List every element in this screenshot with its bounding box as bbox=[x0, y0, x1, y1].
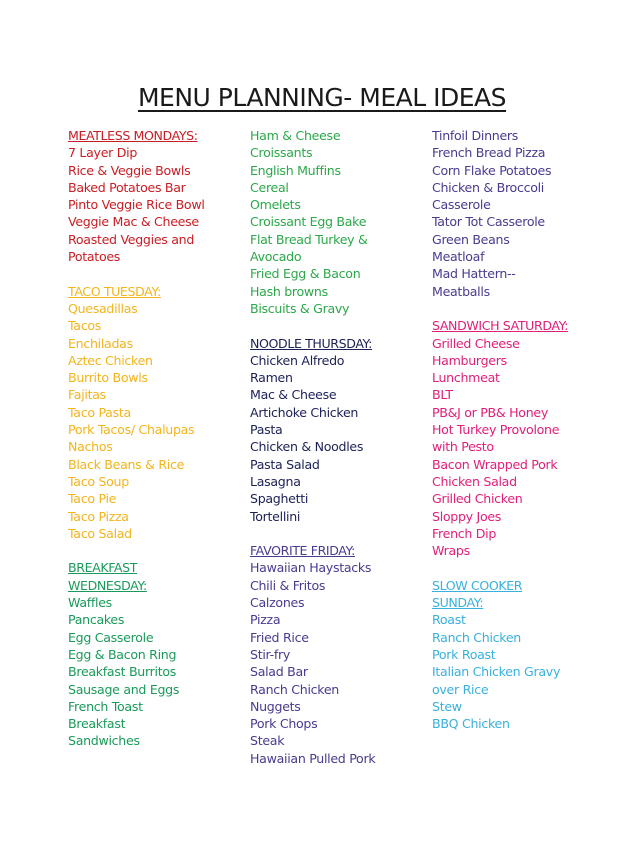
section-heading: FAVORITE FRIDAY: bbox=[250, 543, 356, 559]
menu-item: Taco Soup bbox=[68, 473, 129, 489]
section-taco-tuesday bbox=[68, 283, 244, 542]
menu-item: Pork Roast bbox=[432, 646, 496, 662]
menu-item: Roast bbox=[432, 612, 466, 628]
menu-item: Taco Salad bbox=[68, 525, 132, 541]
menu-item: Pork Chops bbox=[250, 716, 318, 732]
menu-item: Ham & Cheese bbox=[250, 128, 341, 143]
menu-item: Grilled Cheese bbox=[432, 335, 520, 351]
menu-item: Tator Tot Casserole bbox=[432, 214, 545, 230]
menu-item: PB&J or PB& Honey bbox=[432, 404, 548, 420]
item-list bbox=[250, 127, 426, 317]
menu-item: Rice & Veggie Bowls bbox=[68, 162, 191, 178]
menu-item: Ranch Chicken bbox=[432, 629, 521, 645]
section-heading-line: SLOW COOKER bbox=[432, 577, 523, 593]
menu-item: French Bread Pizza bbox=[432, 145, 546, 161]
menu-item: BBQ Chicken bbox=[432, 716, 510, 732]
menu-item: Sloppy Joes bbox=[432, 508, 502, 524]
column-3 bbox=[432, 127, 608, 750]
section-meatless-mondays bbox=[68, 127, 244, 265]
menu-item: Hawaiian Pulled Pork bbox=[250, 750, 376, 766]
menu-item: Taco Pasta bbox=[68, 404, 131, 420]
section-heading: SANDWICH SATURDAY: bbox=[432, 318, 569, 334]
menu-item: Chicken & Broccoli bbox=[432, 179, 544, 195]
item-list bbox=[68, 594, 244, 750]
column-1 bbox=[68, 127, 244, 767]
menu-item: Bacon Wrapped Pork bbox=[432, 456, 558, 472]
item-list bbox=[250, 352, 426, 525]
menu-item: Chili & Fritos bbox=[250, 577, 326, 593]
menu-item: Hawaiian Haystacks bbox=[250, 560, 372, 576]
item-list bbox=[432, 127, 608, 300]
menu-item: Sandwiches bbox=[68, 733, 140, 749]
menu-item: Potatoes bbox=[68, 249, 121, 265]
menu-item: Waffles bbox=[68, 595, 112, 611]
menu-item: Grilled Chicken bbox=[432, 491, 523, 507]
item-list bbox=[432, 611, 608, 732]
menu-item: Quesadillas bbox=[68, 300, 138, 316]
menu-item: Corn Flake Potatoes bbox=[432, 162, 552, 178]
menu-item: 7 Layer Dip bbox=[68, 145, 138, 161]
section-slow-cooker-sunday bbox=[432, 577, 608, 733]
menu-item: French Toast bbox=[68, 698, 143, 714]
menu-item: Baked Potatoes Bar bbox=[68, 179, 186, 195]
page-title: MENU PLANNING- MEAL IDEAS bbox=[137, 82, 507, 112]
menu-item: Breakfast Burritos bbox=[68, 664, 177, 680]
menu-item: Hash browns bbox=[250, 283, 328, 299]
menu-item: Croissants bbox=[250, 145, 313, 161]
menu-item: Mad Hattern-- bbox=[432, 266, 516, 282]
menu-item: Burrito Bowls bbox=[68, 370, 148, 386]
menu-item: Lasagna bbox=[250, 473, 301, 489]
menu-item: Egg Casserole bbox=[68, 629, 154, 645]
item-list bbox=[68, 144, 244, 265]
menu-item: Italian Chicken Gravy bbox=[432, 664, 561, 680]
menu-item: Pork Tacos/ Chalupas bbox=[68, 422, 195, 438]
menu-item: Chicken Salad bbox=[432, 473, 517, 489]
menu-item: French Dip bbox=[432, 525, 497, 541]
section-heading: MEATLESS MONDAYS: bbox=[68, 128, 198, 143]
menu-item: Fried Rice bbox=[250, 629, 309, 645]
menu-item: Veggie Mac & Cheese bbox=[68, 214, 199, 230]
column-2 bbox=[250, 127, 426, 784]
menu-item: Pasta Salad bbox=[250, 456, 320, 472]
menu-item: Nachos bbox=[68, 439, 113, 455]
section-favorite-friday bbox=[250, 542, 426, 767]
menu-item: Wraps bbox=[432, 543, 470, 559]
item-list bbox=[250, 559, 426, 767]
menu-item: Sausage and Eggs bbox=[68, 681, 180, 697]
menu-item: Croissant Egg Bake bbox=[250, 214, 367, 230]
menu-item: Cereal bbox=[250, 179, 289, 195]
menu-item: Omelets bbox=[250, 197, 301, 213]
item-list bbox=[432, 335, 608, 560]
menu-item: Pasta bbox=[250, 422, 283, 438]
item-list bbox=[68, 300, 244, 542]
menu-item: Nuggets bbox=[250, 698, 301, 714]
section-heading: TACO TUESDAY: bbox=[68, 283, 161, 299]
menu-item: Lunchmeat bbox=[432, 370, 500, 386]
menu-item: Calzones bbox=[250, 595, 305, 611]
section-friday-continued bbox=[432, 127, 608, 300]
menu-item: with Pesto bbox=[432, 439, 494, 455]
menu-item: Taco Pie bbox=[68, 491, 117, 507]
menu-item: Hamburgers bbox=[432, 352, 507, 368]
section-sandwich-saturday bbox=[432, 317, 608, 559]
menu-item: Steak bbox=[250, 733, 285, 749]
section-noodle-thursday bbox=[250, 335, 426, 525]
menu-item: Fajitas bbox=[68, 387, 106, 403]
menu-item: Avocado bbox=[250, 249, 302, 265]
menu-item: Black Beans & Rice bbox=[68, 456, 185, 472]
menu-item: Tacos bbox=[68, 318, 102, 334]
menu-item: Taco Pizza bbox=[68, 508, 129, 524]
section-heading: NOODLE THURSDAY: bbox=[250, 335, 373, 351]
menu-item: Roasted Veggies and bbox=[68, 231, 195, 247]
section-heading-line: WEDNESDAY: bbox=[68, 577, 147, 593]
menu-item: Egg & Bacon Ring bbox=[68, 646, 177, 662]
menu-item: Enchiladas bbox=[68, 335, 133, 351]
menu-item: Ramen bbox=[250, 370, 293, 386]
menu-item: Green Beans bbox=[432, 231, 510, 247]
menu-item: Flat Bread Turkey & bbox=[250, 231, 368, 247]
menu-item: Ranch Chicken bbox=[250, 681, 339, 697]
menu-item: BLT bbox=[432, 387, 453, 403]
menu-item: Chicken Alfredo bbox=[250, 352, 345, 368]
menu-item: Biscuits & Gravy bbox=[250, 300, 350, 316]
menu-item: Tortellini bbox=[250, 508, 301, 524]
menu-item: Breakfast bbox=[68, 716, 126, 732]
menu-item: Stir-fry bbox=[250, 646, 291, 662]
menu-item: Chicken & Noodles bbox=[250, 439, 364, 455]
menu-item: Pizza bbox=[250, 612, 281, 628]
menu-item: Mac & Cheese bbox=[250, 387, 337, 403]
menu-item: Pinto Veggie Rice Bowl bbox=[68, 197, 205, 213]
menu-item: English Muffins bbox=[250, 162, 341, 178]
menu-item: Stew bbox=[432, 698, 462, 714]
menu-item: Spaghetti bbox=[250, 491, 309, 507]
menu-item: over Rice bbox=[432, 681, 489, 697]
menu-item: Fried Egg & Bacon bbox=[250, 266, 361, 282]
section-heading-line: BREAKFAST bbox=[68, 560, 138, 576]
menu-item: Salad Bar bbox=[250, 664, 308, 680]
menu-item: Meatloaf bbox=[432, 249, 485, 265]
menu-item: Artichoke Chicken bbox=[250, 404, 359, 420]
menu-item: Tinfoil Dinners bbox=[432, 128, 519, 143]
section-breakfast-continued bbox=[250, 127, 426, 317]
menu-item: Meatballs bbox=[432, 283, 490, 299]
menu-item: Aztec Chicken bbox=[68, 352, 153, 368]
menu-item: Casserole bbox=[432, 197, 491, 213]
menu-item: Pancakes bbox=[68, 612, 125, 628]
section-heading-line: SUNDAY: bbox=[432, 595, 484, 611]
menu-item: Hot Turkey Provolone bbox=[432, 422, 560, 438]
section-breakfast-wednesday bbox=[68, 559, 244, 749]
